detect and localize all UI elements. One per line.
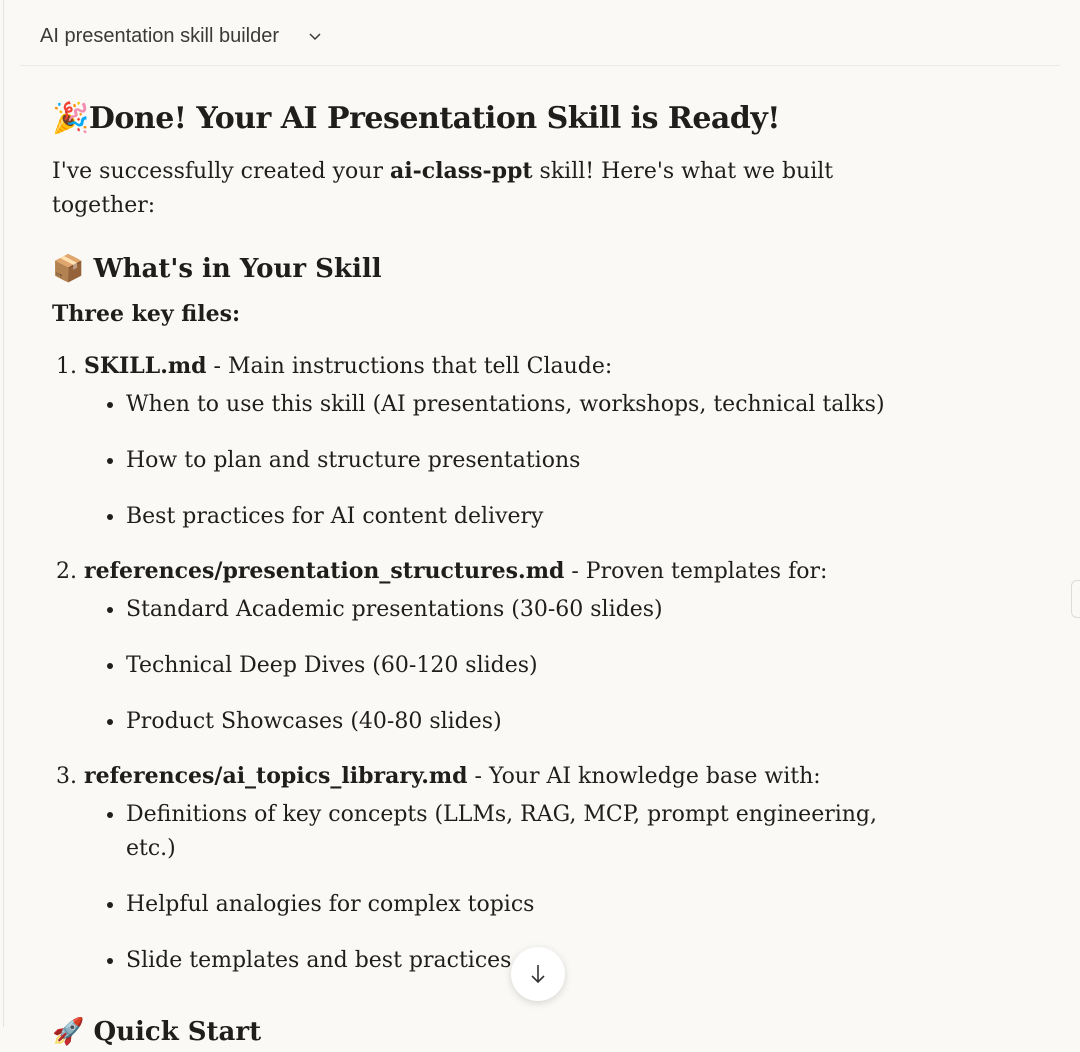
list-item: • Helpful analogies for complex topics xyxy=(126,888,932,922)
package-icon: 📦 xyxy=(52,254,85,284)
file-item: 3. references/ai_topics_library.md - Your AI knowledge base with: • Definitions of key concepts (LLMs, RAG, MCP, prompt engineering, etc.) • Helpful analogies for complex topics • Slide templates and best practices xyxy=(84,759,932,978)
list-item: • Best practices for AI content delivery xyxy=(126,500,932,534)
side-panel-handle[interactable] xyxy=(1071,580,1080,618)
chevron-down-icon xyxy=(307,28,323,44)
list-item: • Definitions of key concepts (LLMs, RAG, MCP, prompt engineering, etc.) xyxy=(126,798,932,866)
list-item: • Technical Deep Dives (60-120 slides) xyxy=(126,649,932,683)
list-item: • Standard Academic presentations (30-60 slides) xyxy=(126,593,932,627)
list-item: • Product Showcases (40-80 slides) xyxy=(126,705,932,739)
file-list xyxy=(52,349,932,978)
next-section-heading: 🚀 Quick Start xyxy=(52,1017,262,1047)
scroll-to-bottom-button[interactable] xyxy=(511,947,565,1001)
rocket-icon: 🚀 xyxy=(52,1017,85,1047)
file-item: 1. SKILL.md - Main instructions that tell Claude: • When to use this skill (AI presentations, workshops, technical talks) • How to plan and structure presentations • Best practices for AI content delivery xyxy=(84,349,932,534)
panel-border xyxy=(3,0,4,1027)
arrow-down-icon xyxy=(528,963,548,985)
assistant-message xyxy=(52,96,932,998)
party-popper-icon: 🎉 xyxy=(52,101,89,136)
section-heading: 📦 What's in Your Skill xyxy=(52,254,382,284)
message-title: 🎉Done! Your AI Presentation Skill is Ready! xyxy=(52,101,780,136)
lead-paragraph: I've successfully created your ai-class-ppt skill! Here's what we built together: xyxy=(52,158,834,218)
list-item: • Slide templates and best practices xyxy=(126,944,932,978)
skill-name: ai-class-ppt xyxy=(389,158,533,184)
conversation-title-menu[interactable] xyxy=(40,22,323,50)
conversation-title: AI presentation skill builder xyxy=(40,24,280,47)
list-item: • When to use this skill (AI presentations, workshops, technical talks) xyxy=(126,388,932,422)
list-item: • How to plan and structure presentations xyxy=(126,444,932,478)
header-divider xyxy=(20,65,1060,66)
file-item: 2. references/presentation_structures.md - Proven templates for: • Standard Academic presentations (30-60 slides) • Technical Deep Dives (60-120 slides) • Product Showcases (40-80 slides) xyxy=(84,554,932,739)
subheading: Three key files: xyxy=(52,301,241,327)
